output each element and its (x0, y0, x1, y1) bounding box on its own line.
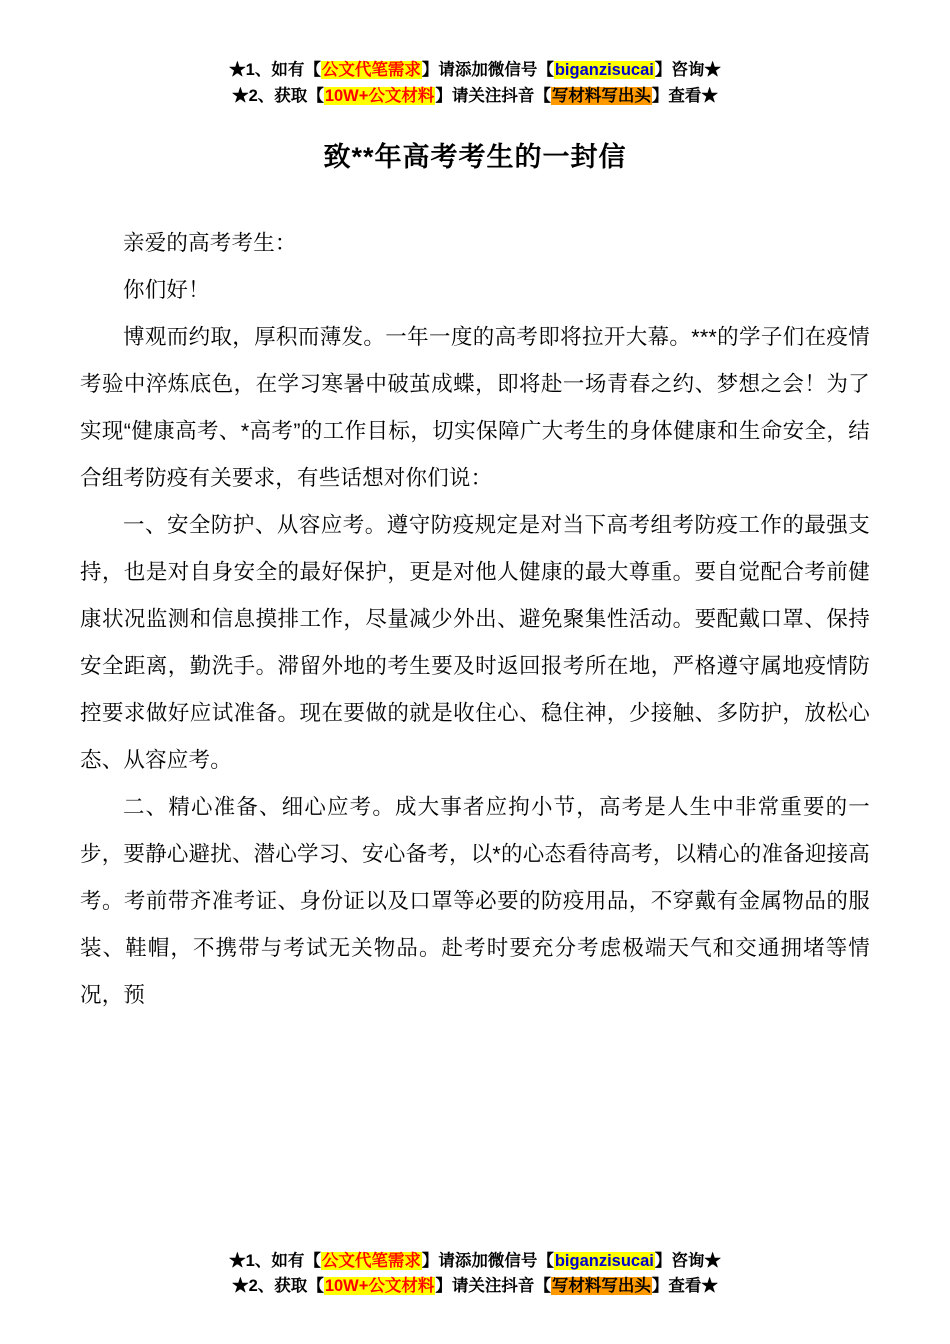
promo-bottom-line2-seg3: 查看 (668, 1277, 702, 1296)
promo-bottom-line2-seg1: 2、获取 (248, 1277, 308, 1296)
promo-bottom-line2-bracket1-open: 【 (307, 1277, 324, 1296)
promo-bottom-line1-bracket1-open: 【 (304, 1251, 321, 1270)
promo-bottom-line2-seg2: 请关注抖音 (451, 1277, 535, 1296)
promo-bottom-line2-bracket2-open: 【 (534, 1277, 551, 1296)
promo-bottom-line2-douyin-id: 写材料写出头 (551, 1277, 651, 1296)
promo-top-line1-bracket1-close: 】 (421, 61, 439, 79)
promo-bottom-line-1 (80, 1249, 870, 1275)
paragraph-intro: 博观而约取，厚积而薄发。一年一度的高考即将拉开大幕。***的学子们在疫情考验中淬炼底色，在学习寒暑中破茧成蝶，即将赴一场青春之约、梦想之会！为了实现“健康高考、*高考”的工作目标，切实保障广大考生的身体健康和生命安全，结合组考防疫有关要求，有些话想对你们说： (80, 325, 870, 491)
promo-top-line1-bracket1-open: 【 (304, 61, 321, 79)
promo-bottom-line1-bracket1-close: 】 (421, 1251, 439, 1270)
star-right-icon: ★ (701, 86, 718, 105)
promo-top-line2-seg1: 2、获取 (248, 86, 308, 105)
promo-banner-top (80, 58, 870, 109)
promo-bottom-line1-seg2: 请添加微信号 (438, 1251, 538, 1270)
promo-top-line2-bracket2-close: 】 (651, 86, 669, 105)
promo-bottom-line1-seg1: 1、如有 (245, 1251, 305, 1270)
promo-top-line1-seg2: 请添加微信号 (438, 61, 538, 79)
paragraph-greeting: 你们好！ (123, 278, 210, 303)
star-right-icon: ★ (704, 61, 721, 79)
star-left-icon: ★ (232, 86, 249, 105)
promo-top-line2-seg2: 请关注抖音 (451, 86, 535, 105)
star-right-icon: ★ (704, 1251, 721, 1270)
paragraph-section-1: 一、安全防护、从容应考。遵守防疫规定是对当下高考组考防疫工作的最强支持，也是对自身安全的最好保护，更是对他人健康的最大尊重。要自觉配合考前健康状况监测和信息摸排工作，尽量减少外出、避免聚集性活动。要配戴口罩、保持安全距离，勤洗手。滞留外地的考生要及时返回报考所在地，严格遵守属地疫情防控要求做好应试准备。现在要做的就是收住心、稳住神，少接触、多防护，放松心态、从容应考。 (80, 513, 870, 773)
promo-top-line1-wechat-id: biganzisucai (554, 61, 654, 79)
promo-bottom-line1-keyword1: 公文代笔需求 (321, 1251, 421, 1270)
promo-bottom-line1-seg3: 咨询 (671, 1251, 705, 1270)
promo-top-line-2 (80, 84, 870, 110)
promo-bottom-line2-keyword1: 10W+公文材料 (324, 1277, 435, 1296)
promo-banner-bottom (80, 1249, 870, 1300)
promo-top-line1-bracket2-open: 【 (537, 61, 554, 79)
document-body (80, 220, 870, 1019)
promo-top-line2-bracket1-close: 】 (435, 86, 452, 105)
promo-top-line-1 (80, 58, 870, 84)
paragraph-salutation: 亲爱的高考考生： (123, 231, 297, 256)
promo-bottom-line1-wechat-id: biganzisucai (554, 1251, 654, 1270)
star-left-icon: ★ (229, 1251, 246, 1270)
promo-top-line1-keyword1: 公文代笔需求 (321, 61, 421, 79)
promo-bottom-line1-bracket2-close: 】 (654, 1251, 672, 1270)
promo-top-line2-douyin-id: 写材料写出头 (551, 86, 651, 105)
star-left-icon: ★ (229, 61, 246, 79)
star-left-icon: ★ (232, 1277, 249, 1296)
promo-top-line1-seg1: 1、如有 (245, 61, 305, 79)
promo-top-line2-bracket2-open: 【 (534, 86, 551, 105)
page-title: 致**年高考考生的一封信 (323, 142, 627, 173)
promo-bottom-line-2 (80, 1274, 870, 1300)
promo-top-line2-seg3: 查看 (668, 86, 702, 105)
promo-bottom-line2-bracket2-close: 】 (651, 1277, 669, 1296)
promo-bottom-line1-bracket2-open: 【 (537, 1251, 554, 1270)
promo-top-line1-bracket2-close: 】 (654, 61, 672, 79)
paragraph-section-2: 二、精心准备、细心应考。成大事者应拘小节，高考是人生中非常重要的一步，要静心避扰、潜心学习、安心备考，以*的心态看待高考，以精心的准备迎接高考。考前带齐准考证、身份证以及口罩等必要的防疫用品，不穿戴有金属物品的服装、鞋帽，不携带与考试无关物品。赴考时要充分考虑极端天气和交通拥堵等情况，预 (80, 795, 870, 1008)
star-right-icon: ★ (701, 1277, 718, 1296)
promo-bottom-line2-bracket1-close: 】 (435, 1277, 452, 1296)
promo-top-line2-bracket1-open: 【 (307, 86, 324, 105)
promo-top-line1-seg3: 咨询 (671, 61, 705, 79)
promo-top-line2-keyword1: 10W+公文材料 (324, 86, 435, 105)
